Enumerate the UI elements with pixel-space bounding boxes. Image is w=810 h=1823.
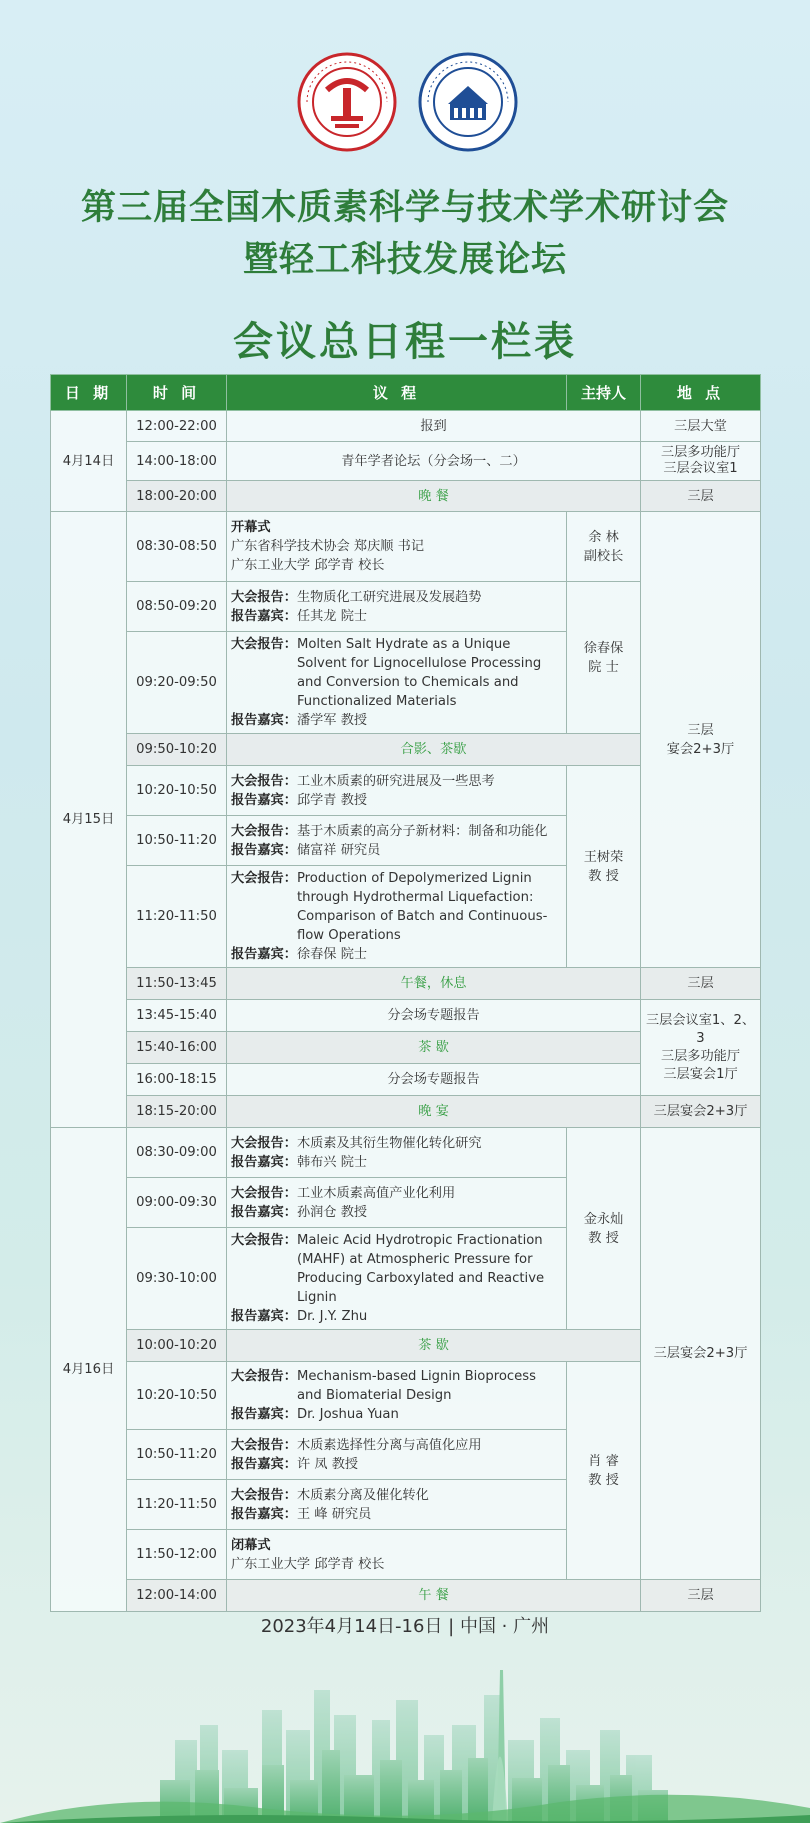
report-line	[231, 635, 562, 711]
speaker-name: 孙润仓 教授	[296, 1204, 368, 1220]
city-skyline-illustration	[0, 1630, 810, 1823]
header-date: 日 期	[51, 375, 127, 411]
report-title: 木质素选择性分离与高值化应用	[296, 1437, 482, 1453]
time-cell: 12:00-22:00	[127, 411, 227, 442]
time-cell: 10:20-10:50	[127, 1362, 227, 1430]
report-line	[231, 1184, 562, 1203]
host-name: 肖 睿	[588, 1453, 619, 1469]
agenda-cell: 茶 歇	[227, 1032, 641, 1064]
host-title: 院 士	[588, 659, 619, 675]
speaker-name: 邱学青 教授	[296, 792, 368, 808]
report-title: 木质素及其衍生物催化转化研究	[296, 1135, 482, 1151]
time-cell: 09:20-09:50	[127, 632, 227, 734]
report-line	[231, 869, 562, 945]
report-line	[231, 1134, 562, 1153]
agenda-cell: 午餐，休息	[227, 968, 641, 1000]
agenda-cell	[227, 582, 567, 632]
speaker-name: Dr. Joshua Yuan	[296, 1407, 399, 1422]
time-cell: 11:50-13:45	[127, 968, 227, 1000]
report-line	[231, 1231, 562, 1307]
location-cell: 三层	[641, 1580, 761, 1612]
report-title: 木质素分离及催化转化	[296, 1487, 429, 1503]
speaker-line	[231, 1455, 562, 1474]
report-line	[231, 772, 562, 791]
report-label: 大会报告：	[231, 1437, 297, 1453]
report-line	[231, 1486, 562, 1505]
table-row	[51, 512, 761, 582]
agenda-cell	[227, 866, 567, 968]
header-time: 时 间	[127, 375, 227, 411]
speaker-label: 报告嘉宾：	[231, 842, 297, 858]
table-header-row	[51, 375, 761, 411]
opening-ceremony-title: 开幕式	[231, 520, 271, 535]
speaker-name: 王 峰 研究员	[296, 1506, 372, 1522]
location-cell	[641, 1000, 761, 1096]
agenda-cell: 午 餐	[227, 1580, 641, 1612]
agenda-cell	[227, 1480, 567, 1530]
report-label: 大会报告：	[231, 1233, 297, 1248]
schedule-table	[50, 374, 761, 1612]
agenda-cell: 报到	[227, 411, 641, 442]
speaker-line	[231, 1405, 562, 1424]
location-line: 三层宴会1厅	[663, 1066, 738, 1082]
agenda-cell	[227, 1178, 567, 1228]
report-title: Molten Salt Hydrate as a Unique Solvent for Lignocellulose Processing and Conversion to Chemicals and Functionalized Materials	[296, 637, 542, 709]
header-agenda: 议 程	[227, 375, 567, 411]
report-label: 大会报告：	[231, 1185, 297, 1201]
table-row	[51, 1096, 761, 1128]
agenda-cell: 晚 宴	[227, 1096, 641, 1128]
location-cell: 三层宴会2+3厅	[641, 1096, 761, 1128]
agenda-cell: 合影、茶歇	[227, 734, 641, 766]
speaker-name: 韩布兴 院士	[296, 1154, 368, 1170]
location-line: 三层会议室1	[663, 461, 738, 476]
speaker-line	[231, 607, 562, 626]
host-title: 教 授	[588, 868, 619, 884]
speaker-label: 报告嘉宾：	[231, 1506, 297, 1522]
report-label: 大会报告：	[231, 871, 297, 886]
report-title: 生物质化工研究进展及发展趋势	[296, 589, 482, 605]
table-row	[51, 968, 761, 1000]
agenda-cell: 青年学者论坛（分会场一、二）	[227, 442, 641, 481]
agenda-cell	[227, 512, 567, 582]
host-name: 徐春保	[583, 640, 624, 656]
closing-ceremony-title: 闭幕式	[231, 1537, 271, 1553]
speaker-label: 报告嘉宾：	[231, 947, 297, 962]
report-line	[231, 822, 562, 841]
speaker-label: 报告嘉宾：	[231, 1309, 297, 1324]
report-label: 大会报告：	[231, 637, 297, 652]
host-name: 王树荣	[583, 849, 624, 865]
south-china-university-logo	[418, 52, 518, 152]
time-cell: 10:00-10:20	[127, 1330, 227, 1362]
location-line: 宴会2+3厅	[666, 741, 735, 757]
speaker-label: 报告嘉宾：	[231, 608, 297, 624]
report-title: Mechanism-based Lignin Bioprocess and Biomaterial Design	[296, 1369, 537, 1403]
location-line: 三层	[687, 722, 714, 738]
host-name: 金永灿	[583, 1211, 624, 1227]
location-cell: 三层	[641, 968, 761, 1000]
speaker-line	[231, 711, 562, 730]
agenda-cell	[227, 1362, 567, 1430]
host-cell	[567, 1128, 641, 1330]
host-title: 副校长	[583, 548, 624, 564]
time-cell: 08:30-08:50	[127, 512, 227, 582]
date-cell: 4月15日	[51, 512, 127, 1128]
speaker-label: 报告嘉宾：	[231, 1407, 297, 1422]
location-cell	[641, 442, 761, 481]
speaker-name: Dr. J.Y. Zhu	[296, 1309, 368, 1324]
time-cell: 09:50-10:20	[127, 734, 227, 766]
date-cell: 4月16日	[51, 1128, 127, 1612]
location-line: 三层多功能厅	[660, 445, 741, 460]
location-cell: 三层大堂	[641, 411, 761, 442]
time-cell: 11:20-11:50	[127, 1480, 227, 1530]
report-title: 工业木质素的研究进展及一些思考	[296, 773, 495, 789]
speaker-line	[231, 1153, 562, 1172]
table-row	[51, 1000, 761, 1032]
location-line: 三层多功能厅	[660, 1048, 741, 1064]
report-label: 大会报告：	[231, 1487, 297, 1503]
time-cell: 15:40-16:00	[127, 1032, 227, 1064]
agenda-cell: 晚 餐	[227, 481, 641, 512]
location-cell: 三层宴会2+3厅	[641, 1128, 761, 1580]
report-label: 大会报告：	[231, 823, 297, 839]
conference-title: 第三届全国木质素科学与技术学术研讨会	[80, 188, 729, 228]
time-cell: 09:00-09:30	[127, 1178, 227, 1228]
header-host: 主持人	[567, 375, 641, 411]
report-label: 大会报告：	[231, 589, 297, 605]
host-cell	[567, 1362, 641, 1580]
speaker-label: 报告嘉宾：	[231, 1154, 297, 1170]
location-cell: 三层	[641, 481, 761, 512]
agenda-cell	[227, 1228, 567, 1330]
time-cell: 13:45-15:40	[127, 1000, 227, 1032]
speaker-name: 任其龙 院士	[296, 608, 368, 624]
speaker-line	[231, 1505, 562, 1524]
event-date-location: 2023年4月14日-16日 | 中国 · 广州	[260, 1616, 550, 1637]
host-name: 余 林	[588, 529, 619, 545]
time-cell: 16:00-18:15	[127, 1064, 227, 1096]
agenda-cell: 茶 歇	[227, 1330, 641, 1362]
speaker-line	[231, 1307, 562, 1326]
location-line: 三层会议室1、2、3	[645, 1012, 756, 1046]
report-title: Maleic Acid Hydrotropic Fractionation (MAHF) at Atmospheric Pressure for Producing Carboxylated and Reactive Lignin	[296, 1233, 545, 1305]
date-cell: 4月14日	[51, 411, 127, 512]
report-line	[231, 1367, 562, 1405]
time-cell: 14:00-18:00	[127, 442, 227, 481]
table-row	[51, 442, 761, 481]
report-label: 大会报告：	[231, 773, 297, 789]
speaker-label: 报告嘉宾：	[231, 1204, 297, 1220]
header-location: 地 点	[641, 375, 761, 411]
agenda-cell	[227, 816, 567, 866]
speaker-label: 报告嘉宾：	[231, 1456, 297, 1472]
time-cell: 12:00-14:00	[127, 1580, 227, 1612]
report-title: 基于木质素的高分子新材料：制备和功能化	[296, 823, 548, 839]
agenda-cell	[227, 1530, 567, 1580]
report-line	[231, 588, 562, 607]
host-title: 教 授	[588, 1230, 619, 1246]
agenda-cell	[227, 1430, 567, 1480]
location-cell	[641, 512, 761, 968]
time-cell: 10:50-11:20	[127, 1430, 227, 1480]
agenda-cell	[227, 1128, 567, 1178]
speaker-line	[231, 841, 562, 860]
speaker-line	[231, 1203, 562, 1222]
table-row	[51, 411, 761, 442]
report-title: Production of Depolymerized Lignin through Hydrothermal Liquefaction: Comparison of Batch and Continuous-flow Operations	[296, 871, 548, 943]
table-row	[51, 1128, 761, 1178]
report-line	[231, 1436, 562, 1455]
logos-row	[0, 52, 810, 152]
agenda-cell	[227, 632, 567, 734]
agenda-line: 广东工业大学 邱学青 校长	[231, 558, 385, 573]
agenda-cell: 分会场专题报告	[227, 1064, 641, 1096]
time-cell: 11:50-12:00	[127, 1530, 227, 1580]
report-label: 大会报告：	[231, 1135, 297, 1151]
host-cell	[567, 512, 641, 582]
table-row	[51, 1580, 761, 1612]
agenda-cell	[227, 766, 567, 816]
time-cell: 18:15-20:00	[127, 1096, 227, 1128]
speaker-name: 许 凤 教授	[296, 1456, 359, 1472]
agenda-line: 广东工业大学 邱学青 校长	[231, 1556, 385, 1572]
guangdong-university-logo	[297, 52, 397, 152]
time-cell: 09:30-10:00	[127, 1228, 227, 1330]
speaker-name: 储富祥 研究员	[296, 842, 381, 858]
time-cell: 10:20-10:50	[127, 766, 227, 816]
report-title: 工业木质素高值产业化利用	[296, 1185, 456, 1201]
speaker-line	[231, 945, 562, 964]
conference-subtitle: 暨轻工科技发展论坛	[242, 240, 567, 280]
host-cell	[567, 582, 641, 734]
schedule-title: 会议总日程一栏表	[233, 319, 577, 365]
speaker-name: 徐春保 院士	[296, 947, 368, 962]
time-cell: 11:20-11:50	[127, 866, 227, 968]
time-cell: 08:30-09:00	[127, 1128, 227, 1178]
host-cell	[567, 766, 641, 968]
speaker-name: 潘学军 教授	[296, 713, 368, 728]
speaker-line	[231, 791, 562, 810]
report-label: 大会报告：	[231, 1369, 297, 1384]
agenda-line: 广东省科学技术协会 郑庆顺 书记	[231, 539, 425, 554]
host-title: 教 授	[588, 1472, 619, 1488]
speaker-label: 报告嘉宾：	[231, 713, 297, 728]
agenda-cell: 分会场专题报告	[227, 1000, 641, 1032]
time-cell: 18:00-20:00	[127, 481, 227, 512]
table-row	[51, 481, 761, 512]
speaker-label: 报告嘉宾：	[231, 792, 297, 808]
time-cell: 10:50-11:20	[127, 816, 227, 866]
time-cell: 08:50-09:20	[127, 582, 227, 632]
